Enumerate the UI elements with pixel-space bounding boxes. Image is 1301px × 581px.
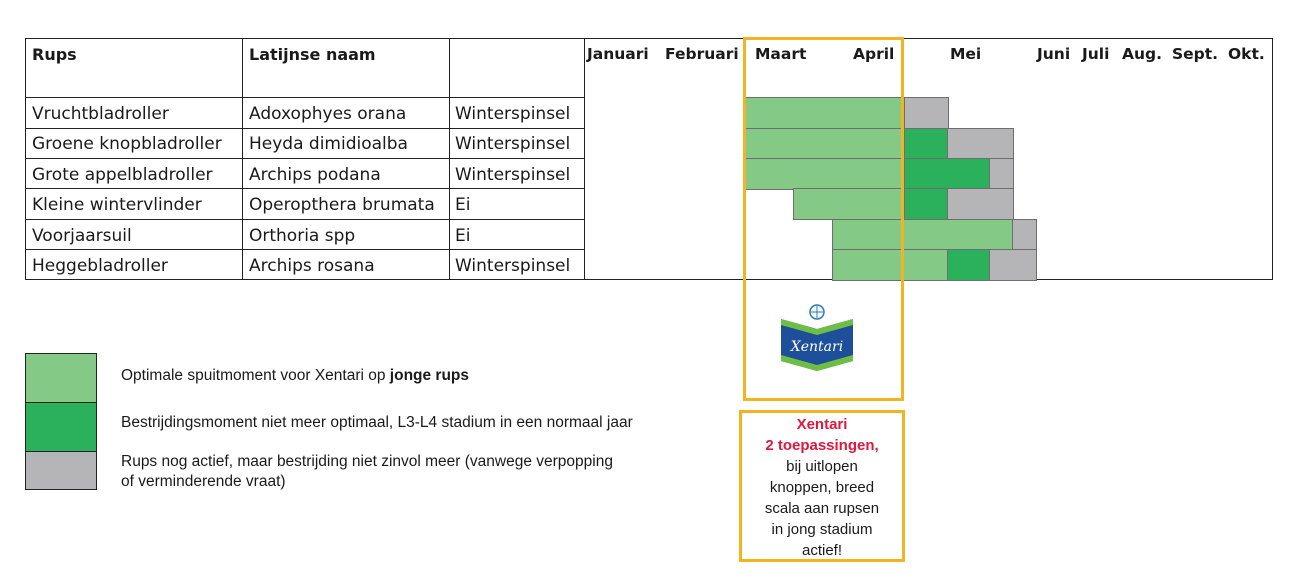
cell-stadium: Winterspinsel	[455, 256, 571, 276]
xentari-logo-graphic	[779, 303, 855, 373]
cell-stadium: Ei	[455, 226, 471, 246]
cell-stadium: Winterspinsel	[455, 165, 571, 185]
row-divider	[25, 249, 584, 250]
month-label: Okt.	[1228, 45, 1265, 63]
note-line: actief!	[801, 542, 843, 559]
note-line: knoppen, breed	[769, 479, 875, 496]
xentari-logo-text: Xentari	[790, 339, 844, 355]
legend-text-bold: jonge rups	[389, 367, 470, 384]
gantt-bar-segment	[990, 250, 1036, 280]
cell-latijnse-naam: Archips podana	[249, 165, 381, 185]
cell-rups: Grote appelbladroller	[32, 165, 213, 185]
table-right-border	[1272, 38, 1273, 280]
legend-swatch-niet-optimaal	[25, 402, 97, 453]
xentari-logo	[779, 303, 855, 373]
month-label: April	[853, 45, 895, 63]
note-line: scala aan rupsen	[764, 500, 880, 517]
header-rups: Rups	[32, 45, 77, 64]
legend-text-optimaal	[121, 366, 469, 386]
row-divider	[25, 188, 584, 189]
gantt-bar-segment	[948, 250, 991, 280]
cell-latijnse-naam: Heyda dimidioalba	[249, 134, 408, 154]
month-label: Juni	[1037, 45, 1071, 63]
gantt-bar-segment	[905, 189, 948, 219]
cell-stadium: Winterspinsel	[455, 104, 571, 124]
month-label: Maart	[755, 45, 807, 63]
gantt-bar-segment	[948, 129, 1014, 159]
cell-latijnse-naam: Archips rosana	[249, 256, 375, 276]
month-label: Aug.	[1122, 45, 1163, 63]
cell-rups: Voorjaarsuil	[32, 226, 132, 246]
legend-text-plain: Optimale spuitmoment voor Xentari op	[121, 367, 390, 384]
cell-stadium: Ei	[455, 195, 471, 215]
month-label: Januari	[587, 45, 649, 63]
legend-swatch-nog-actief	[25, 451, 97, 490]
cell-rups: Heggebladroller	[32, 256, 168, 276]
row-divider	[25, 97, 584, 98]
legend-text-nog-actief	[121, 452, 613, 492]
row-divider	[25, 219, 584, 220]
column-divider	[25, 38, 26, 280]
cell-rups: Kleine wintervlinder	[32, 195, 202, 215]
month-label: Juli	[1082, 45, 1110, 63]
xentari-note	[742, 414, 902, 561]
legend-swatch-optimaal	[25, 353, 97, 404]
month-label: Mei	[950, 45, 982, 63]
cell-rups: Vruchtbladroller	[32, 104, 169, 124]
note-title: Xentari	[796, 416, 848, 433]
column-divider	[584, 38, 585, 280]
gantt-bar-segment	[948, 189, 1014, 219]
month-label: Februari	[665, 45, 739, 63]
legend-text-niet-optimaal: Bestrijdingsmoment niet meer optimaal, L3-L4 stadium in een normaal jaar	[121, 414, 633, 431]
table-top-border	[25, 38, 1273, 39]
gantt-bar-segment	[905, 159, 990, 189]
column-divider	[449, 38, 450, 280]
column-divider	[242, 38, 243, 280]
note-line: in jong stadium	[771, 521, 873, 538]
cell-latijnse-naam: Orthoria spp	[249, 226, 356, 246]
table-bottom-border	[25, 279, 1273, 280]
cell-latijnse-naam: Adoxophyes orana	[249, 104, 407, 124]
header-latijnse-naam: Latijnse naam	[249, 45, 376, 64]
cell-latijnse-naam: Operopthera brumata	[249, 195, 435, 215]
month-label: Sept.	[1172, 45, 1219, 63]
row-divider	[25, 128, 584, 129]
cell-stadium: Winterspinsel	[455, 134, 571, 154]
legend-text-line2: of verminderende vraat)	[121, 473, 286, 490]
gantt-bar-segment	[905, 129, 948, 159]
gantt-bar-segment	[905, 98, 948, 128]
gantt-bar-segment	[1013, 220, 1036, 250]
cell-rups: Groene knopbladroller	[32, 134, 222, 154]
note-subtitle: 2 toepassingen,	[765, 437, 879, 454]
legend-text-line1: Rups nog actief, maar bestrijding niet zinvol meer (vanwege verpopping	[121, 453, 613, 470]
gantt-bar-segment	[990, 159, 1013, 189]
note-line: bij uitlopen	[786, 458, 858, 475]
row-divider	[25, 158, 584, 159]
